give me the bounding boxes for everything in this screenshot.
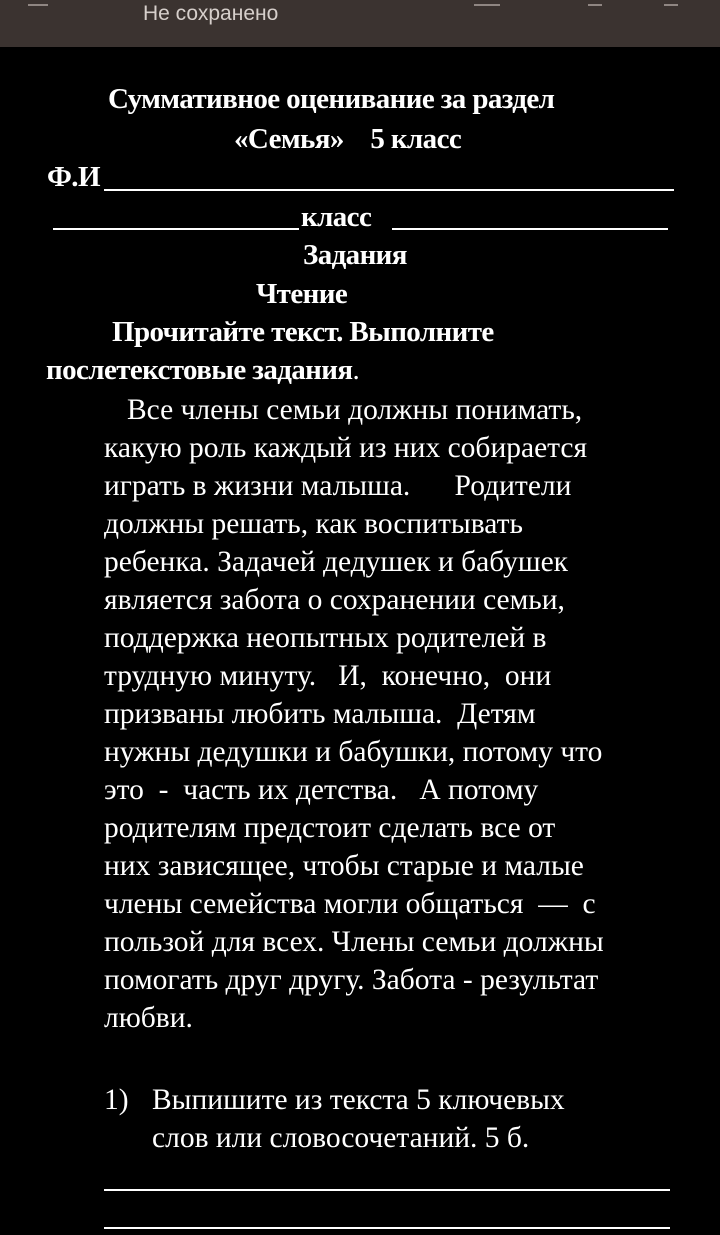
text-line: ребенка. Задачей дедушек и бабушек: [104, 546, 568, 578]
text-line: является забота о сохранении семьи,: [104, 584, 565, 616]
back-icon[interactable]: [28, 0, 48, 6]
text-line: них зависящее, чтобы старые и малые: [104, 850, 584, 882]
text-line: трудную минуту. И, конечно, они: [104, 660, 552, 692]
text-line: это - часть их детства. А потому: [104, 774, 539, 806]
answer-blank-line[interactable]: [104, 1189, 670, 1191]
instruction-text: послетекстовые задания: [46, 354, 353, 386]
reading-heading: Чтение: [256, 278, 348, 310]
name-blank-line-2: [53, 228, 299, 230]
instruction-line-1: Прочитайте текст. Выполните: [112, 316, 494, 348]
title-line-1: Суммативное оценивание за раздел: [108, 83, 555, 115]
text-line: поддержка неопытных родителей в: [104, 622, 547, 654]
text-line: какую роль каждый из них собирается: [104, 432, 588, 464]
text-line: любви.: [104, 1002, 193, 1034]
class-label: класс: [301, 201, 372, 233]
question-1-line-2: слов или словосочетаний. 5 б.: [152, 1122, 530, 1154]
instruction-period: .: [352, 354, 360, 386]
answer-blank-line[interactable]: [104, 1227, 670, 1229]
text-line: помогать друг другу. Забота - результат: [104, 964, 599, 996]
text-line: Все члены семьи должны понимать,: [127, 394, 583, 426]
text-line: пользой для всех. Члены семьи должны: [104, 926, 604, 958]
text-line: члены семейства могли общаться — с: [104, 888, 596, 920]
text-line: играть в жизни малыша. Родители: [104, 470, 572, 502]
tasks-heading: Задания: [303, 239, 407, 271]
search-icon[interactable]: [588, 0, 602, 6]
title-line-2: «Семья» 5 класс: [234, 123, 462, 155]
instruction-line-2: [46, 353, 360, 387]
name-blank-line: [104, 189, 674, 191]
name-label: Ф.И: [47, 161, 100, 193]
text-line: должны решать, как воспитывать: [104, 508, 523, 540]
save-status: Не сохранено: [143, 2, 279, 25]
top-bar: [0, 0, 720, 47]
question-1-line-1: Выпишите из текста 5 ключевых: [152, 1084, 565, 1116]
share-icon[interactable]: [474, 0, 500, 6]
more-icon[interactable]: [664, 0, 678, 6]
text-line: родителям предстоит сделать все от: [104, 812, 556, 844]
question-1-number: 1): [104, 1084, 129, 1116]
text-line: призваны любить малыша. Детям: [104, 698, 536, 730]
text-line: нужны дедушки и бабушки, потому что: [104, 736, 603, 768]
class-blank-line: [392, 228, 668, 230]
